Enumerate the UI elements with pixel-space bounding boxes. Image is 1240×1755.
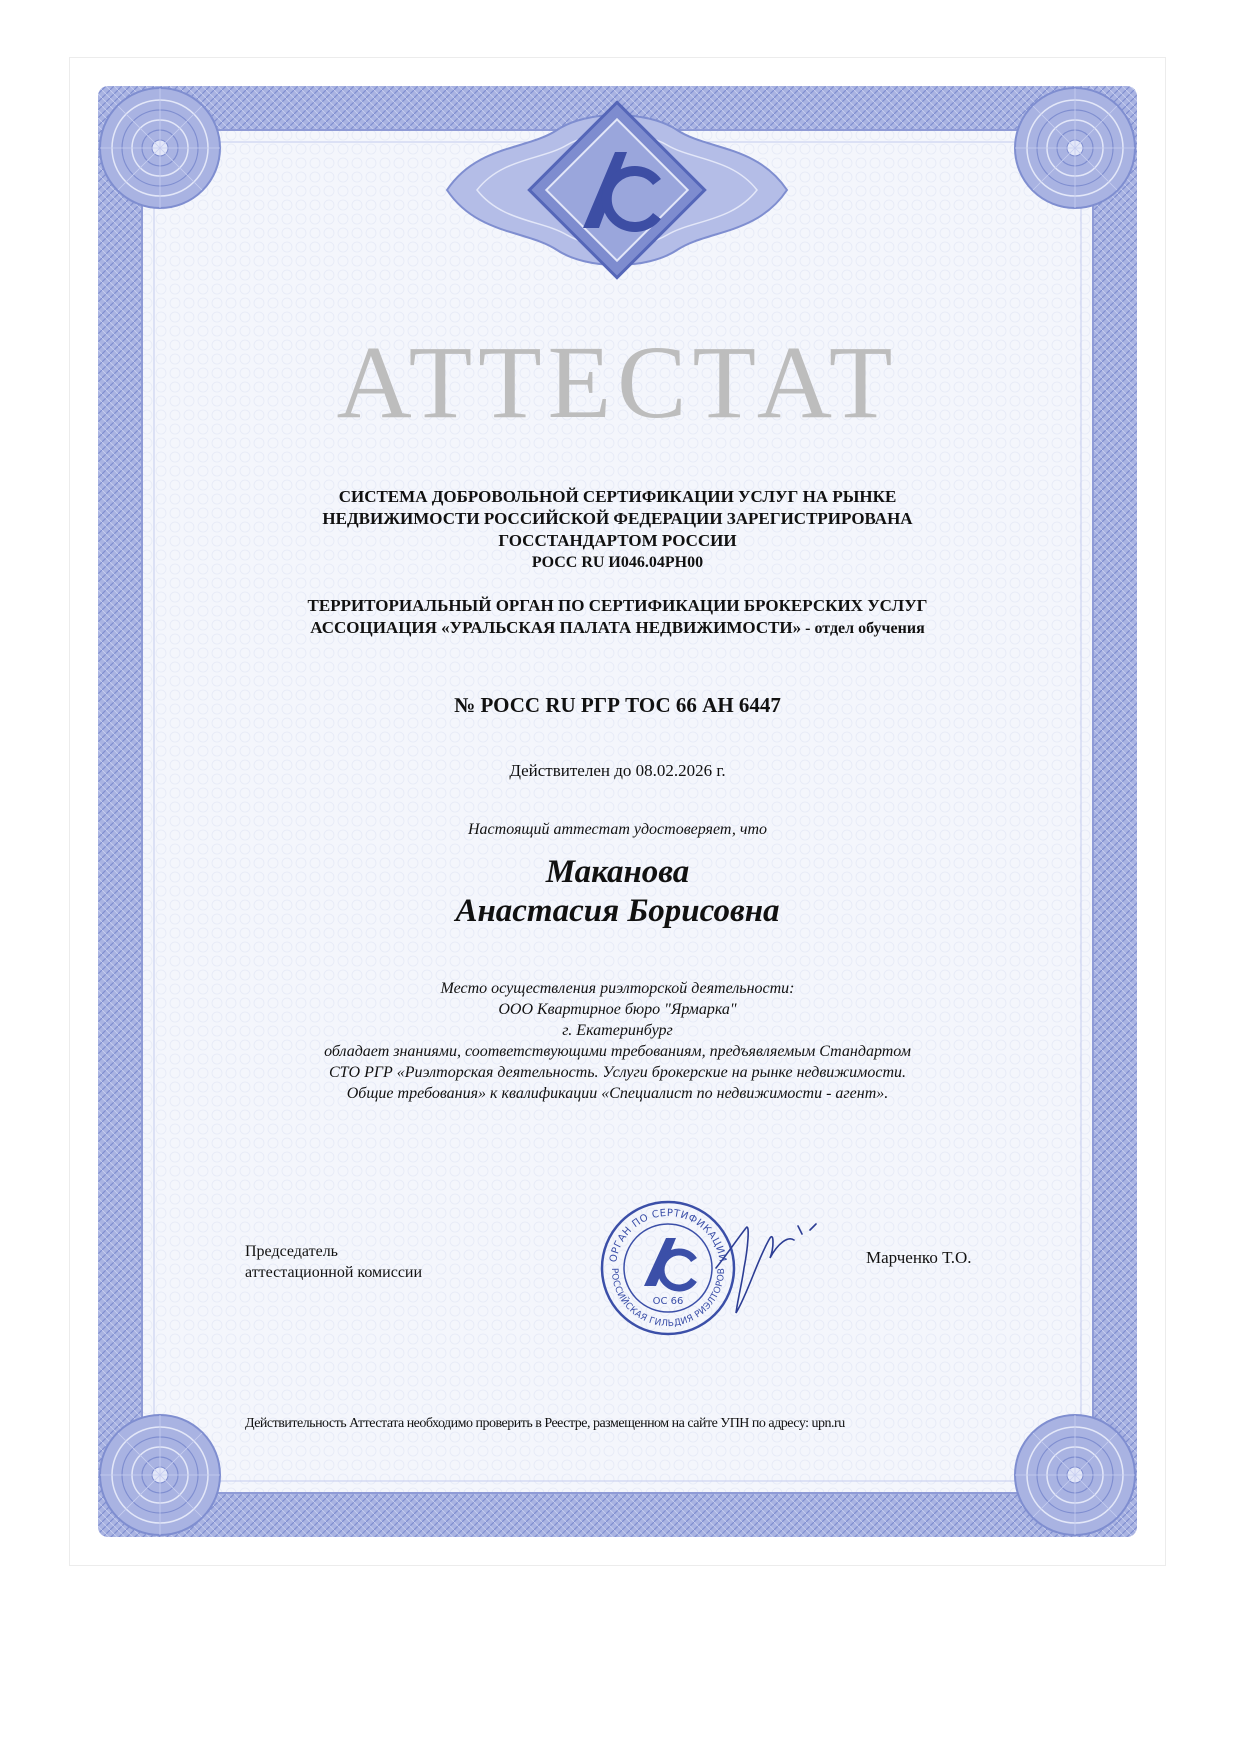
certificate-number: № РОСС RU РГР ТОС 66 АН 6447 (454, 693, 781, 717)
qualification-line: СТО РГР «Риэлторская деятельность. Услуги брокерские на рынке недвижимости. (328, 1064, 907, 1081)
chair-title (245, 1241, 475, 1283)
corner-rosette-icon (1015, 1415, 1135, 1535)
signer-name: Марченко Т.О. (866, 1248, 972, 1267)
corner-rosette-icon (1015, 88, 1135, 208)
system-line: ГОССТАНДАРТОМ РОССИИ (498, 531, 737, 550)
qualification-line: обладает знаниями, соответствующими требованиям, предъявляемым Стандартом (324, 1043, 911, 1060)
system-registration-code: РОСС RU И046.04РН00 (531, 554, 704, 571)
qualification-line: г. Екатеринбург (562, 1022, 673, 1039)
holder-name (190, 853, 1045, 931)
chair-line: Председатель (245, 1243, 338, 1260)
validity-date: Действителен до 08.02.2026 г. (509, 761, 726, 780)
department-suffix: - отдел обучения (801, 620, 925, 637)
signature-icon (716, 1224, 816, 1313)
document-title: АТТЕСТАТ (336, 325, 899, 440)
stamp-logo-icon (644, 1238, 694, 1288)
territorial-line: ТЕРРИТОРИАЛЬНЫЙ ОРГАН ПО СЕРТИФИКАЦИИ БРОКЕРСКИХ УСЛУГ (307, 596, 928, 615)
system-line: СИСТЕМА ДОБРОВОЛЬНОЙ СЕРТИФИКАЦИИ УСЛУГ НА РЫНКЕ (338, 487, 897, 506)
stamp-bottom-text: РОССИЙСКАЯ ГИЛЬДИЯ РИЭЛТОРОВ (608, 1267, 728, 1330)
qualification-line: Общие требования» к квалификации «Специалист по недвижимости - агент». (346, 1085, 889, 1102)
chair-line: аттестационной комиссии (245, 1264, 423, 1281)
association-name: АССОЦИАЦИЯ «УРАЛЬСКАЯ ПАЛАТА НЕДВИЖИМОСТИ» (310, 618, 802, 637)
certification-system-block (210, 486, 1025, 574)
qualification-text-block (210, 978, 1025, 1104)
guilloche-frame (70, 58, 1165, 1565)
stamp-code: ОС 66 (652, 1296, 684, 1307)
system-line: НЕДВИЖИМОСТИ РОССИЙСКОЙ ФЕДЕРАЦИИ ЗАРЕГИСТРИРОВАНА (322, 509, 913, 528)
qualification-line: Место осуществления риэлторской деятельности: (440, 980, 795, 997)
territorial-association-line (190, 617, 1045, 640)
certify-intro: Настоящий аттестат удостоверяет, что (467, 821, 768, 838)
registry-verification-note: Действительность Аттестата необходимо проверить в Реестре, размещенном на сайте УПН по адресу: upn.ru (245, 1416, 845, 1431)
holder-surname: Маканова (545, 854, 690, 890)
stamp-top-text: ОРГАН ПО СЕРТИФИКАЦИИ (608, 1207, 728, 1264)
holder-given-names: Анастасия Борисовна (455, 893, 780, 929)
certificate-sheet (70, 58, 1165, 1565)
official-stamp (598, 1198, 848, 1338)
corner-rosette-icon (100, 1415, 220, 1535)
corner-rosette-icon (100, 88, 220, 208)
territorial-body-block (190, 595, 1045, 640)
qualification-line: ООО Квартирное бюро "Ярмарка" (498, 1001, 737, 1018)
